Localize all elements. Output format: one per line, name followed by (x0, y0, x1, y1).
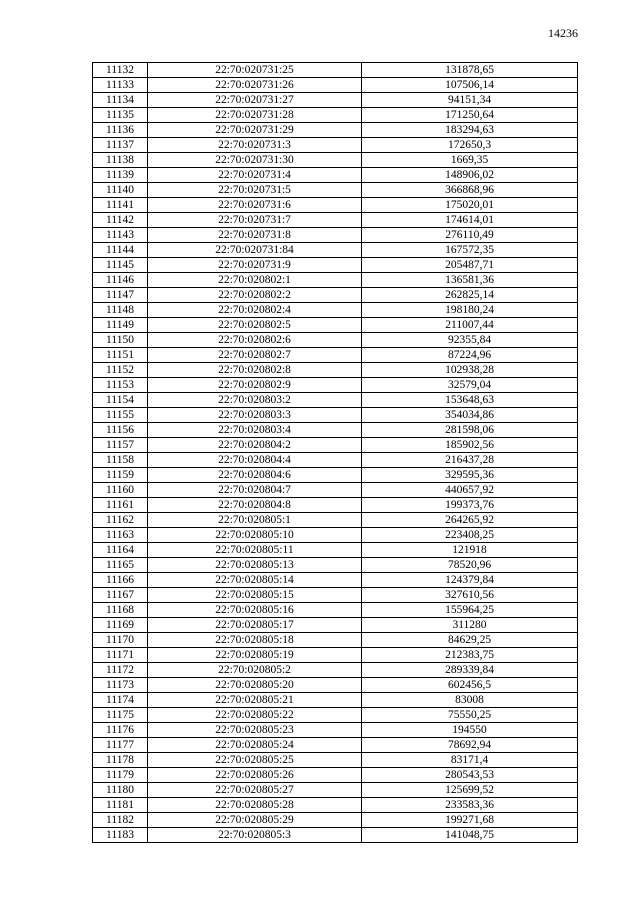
row-number-cell: 11159 (93, 468, 148, 483)
cadastral-number-cell: 22:70:020802:5 (148, 318, 362, 333)
value-cell: 216437,28 (362, 453, 578, 468)
table-row (93, 768, 578, 783)
row-number-cell: 11146 (93, 273, 148, 288)
cadastral-number-cell: 22:70:020805:20 (148, 678, 362, 693)
value-cell: 198180,24 (362, 303, 578, 318)
table-row (93, 813, 578, 828)
row-number-cell: 11177 (93, 738, 148, 753)
cadastral-number-cell: 22:70:020803:4 (148, 423, 362, 438)
row-number-cell: 11163 (93, 528, 148, 543)
cadastral-number-cell: 22:70:020731:26 (148, 78, 362, 93)
row-number-cell: 11171 (93, 648, 148, 663)
value-cell: 32579,04 (362, 378, 578, 393)
cadastral-number-cell: 22:70:020804:6 (148, 468, 362, 483)
value-cell: 174614,01 (362, 213, 578, 228)
cadastral-number-cell: 22:70:020731:29 (148, 123, 362, 138)
value-cell: 94151,34 (362, 93, 578, 108)
table-row (93, 573, 578, 588)
table-row (93, 588, 578, 603)
row-number-cell: 11136 (93, 123, 148, 138)
table-row (93, 798, 578, 813)
row-number-cell: 11157 (93, 438, 148, 453)
row-number-cell: 11143 (93, 228, 148, 243)
table-row (93, 198, 578, 213)
value-cell: 83171,4 (362, 753, 578, 768)
table-row (93, 378, 578, 393)
value-cell: 153648,63 (362, 393, 578, 408)
table-row (93, 738, 578, 753)
table-row (93, 168, 578, 183)
cadastral-number-cell: 22:70:020805:29 (148, 813, 362, 828)
cadastral-number-cell: 22:70:020805:13 (148, 558, 362, 573)
value-cell: 172650,3 (362, 138, 578, 153)
table-row (93, 693, 578, 708)
row-number-cell: 11150 (93, 333, 148, 348)
row-number-cell: 11149 (93, 318, 148, 333)
value-cell: 183294,63 (362, 123, 578, 138)
value-cell: 280543,53 (362, 768, 578, 783)
data-table (92, 62, 578, 843)
table-row (93, 528, 578, 543)
row-number-cell: 11178 (93, 753, 148, 768)
table-row (93, 123, 578, 138)
cadastral-number-cell: 22:70:020805:16 (148, 603, 362, 618)
value-cell: 87224,96 (362, 348, 578, 363)
value-cell: 75550,25 (362, 708, 578, 723)
table-row (93, 243, 578, 258)
value-cell: 311280 (362, 618, 578, 633)
row-number-cell: 11180 (93, 783, 148, 798)
row-number-cell: 11183 (93, 828, 148, 843)
value-cell: 148906,02 (362, 168, 578, 183)
value-cell: 84629,25 (362, 633, 578, 648)
cadastral-number-cell: 22:70:020802:4 (148, 303, 362, 318)
value-cell: 125699,52 (362, 783, 578, 798)
table-row (93, 363, 578, 378)
row-number-cell: 11164 (93, 543, 148, 558)
value-cell: 131878,65 (362, 63, 578, 78)
value-cell: 107506,14 (362, 78, 578, 93)
table-row (93, 498, 578, 513)
table-row (93, 78, 578, 93)
table-row (93, 408, 578, 423)
table-row (93, 663, 578, 678)
cadastral-number-cell: 22:70:020805:14 (148, 573, 362, 588)
table-row (93, 708, 578, 723)
cadastral-number-cell: 22:70:020805:27 (148, 783, 362, 798)
row-number-cell: 11167 (93, 588, 148, 603)
value-cell: 102938,28 (362, 363, 578, 378)
cadastral-number-cell: 22:70:020802:9 (148, 378, 362, 393)
row-number-cell: 11135 (93, 108, 148, 123)
row-number-cell: 11160 (93, 483, 148, 498)
value-cell: 366868,96 (362, 183, 578, 198)
table-row (93, 618, 578, 633)
page-number: 14236 (548, 26, 578, 40)
cadastral-number-cell: 22:70:020805:28 (148, 798, 362, 813)
table-row (93, 678, 578, 693)
table-row (93, 333, 578, 348)
row-number-cell: 11173 (93, 678, 148, 693)
table-row (93, 453, 578, 468)
cadastral-number-cell: 22:70:020805:25 (148, 753, 362, 768)
value-cell: 194550 (362, 723, 578, 738)
table-row (93, 558, 578, 573)
row-number-cell: 11147 (93, 288, 148, 303)
row-number-cell: 11158 (93, 453, 148, 468)
row-number-cell: 11170 (93, 633, 148, 648)
value-cell: 289339,84 (362, 663, 578, 678)
row-number-cell: 11133 (93, 78, 148, 93)
row-number-cell: 11151 (93, 348, 148, 363)
value-cell: 167572,35 (362, 243, 578, 258)
row-number-cell: 11161 (93, 498, 148, 513)
cadastral-number-cell: 22:70:020731:30 (148, 153, 362, 168)
cadastral-number-cell: 22:70:020731:84 (148, 243, 362, 258)
cadastral-number-cell: 22:70:020805:21 (148, 693, 362, 708)
value-cell: 136581,36 (362, 273, 578, 288)
value-cell: 92355,84 (362, 333, 578, 348)
row-number-cell: 11179 (93, 768, 148, 783)
cadastral-number-cell: 22:70:020731:7 (148, 213, 362, 228)
table-row (93, 213, 578, 228)
cadastral-number-cell: 22:70:020802:7 (148, 348, 362, 363)
value-cell: 602456,5 (362, 678, 578, 693)
row-number-cell: 11138 (93, 153, 148, 168)
row-number-cell: 11139 (93, 168, 148, 183)
row-number-cell: 11169 (93, 618, 148, 633)
cadastral-number-cell: 22:70:020731:4 (148, 168, 362, 183)
row-number-cell: 11154 (93, 393, 148, 408)
value-cell: 327610,56 (362, 588, 578, 603)
value-cell: 78692,94 (362, 738, 578, 753)
row-number-cell: 11155 (93, 408, 148, 423)
cadastral-number-cell: 22:70:020803:2 (148, 393, 362, 408)
value-cell: 78520,96 (362, 558, 578, 573)
value-cell: 199373,76 (362, 498, 578, 513)
value-cell: 211007,44 (362, 318, 578, 333)
table-row (93, 138, 578, 153)
value-cell: 223408,25 (362, 528, 578, 543)
table-row (93, 783, 578, 798)
value-cell: 264265,92 (362, 513, 578, 528)
value-cell: 185902,56 (362, 438, 578, 453)
cadastral-number-cell: 22:70:020731:5 (148, 183, 362, 198)
table-row (93, 273, 578, 288)
row-number-cell: 11137 (93, 138, 148, 153)
row-number-cell: 11156 (93, 423, 148, 438)
table-row (93, 483, 578, 498)
value-cell: 276110,49 (362, 228, 578, 243)
row-number-cell: 11172 (93, 663, 148, 678)
row-number-cell: 11182 (93, 813, 148, 828)
row-number-cell: 11175 (93, 708, 148, 723)
row-number-cell: 11174 (93, 693, 148, 708)
table-row (93, 513, 578, 528)
cadastral-number-cell: 22:70:020805:3 (148, 828, 362, 843)
cadastral-number-cell: 22:70:020805:17 (148, 618, 362, 633)
cadastral-number-cell: 22:70:020731:9 (148, 258, 362, 273)
table-row (93, 438, 578, 453)
table-row (93, 633, 578, 648)
row-number-cell: 11152 (93, 363, 148, 378)
value-cell: 121918 (362, 543, 578, 558)
table-body (93, 63, 578, 843)
row-number-cell: 11132 (93, 63, 148, 78)
cadastral-number-cell: 22:70:020802:6 (148, 333, 362, 348)
cadastral-number-cell: 22:70:020804:7 (148, 483, 362, 498)
cadastral-number-cell: 22:70:020805:24 (148, 738, 362, 753)
cadastral-number-cell: 22:70:020805:18 (148, 633, 362, 648)
value-cell: 329595,36 (362, 468, 578, 483)
row-number-cell: 11142 (93, 213, 148, 228)
table-row (93, 63, 578, 78)
row-number-cell: 11166 (93, 573, 148, 588)
table-row (93, 228, 578, 243)
value-cell: 83008 (362, 693, 578, 708)
table-row (93, 348, 578, 363)
cadastral-number-cell: 22:70:020803:3 (148, 408, 362, 423)
table-row (93, 108, 578, 123)
table-row (93, 468, 578, 483)
value-cell: 440657,92 (362, 483, 578, 498)
table-row (93, 153, 578, 168)
value-cell: 233583,36 (362, 798, 578, 813)
row-number-cell: 11140 (93, 183, 148, 198)
value-cell: 212383,75 (362, 648, 578, 663)
row-number-cell: 11153 (93, 378, 148, 393)
row-number-cell: 11176 (93, 723, 148, 738)
table-row (93, 648, 578, 663)
table-row (93, 753, 578, 768)
table-row (93, 258, 578, 273)
cadastral-number-cell: 22:70:020805:2 (148, 663, 362, 678)
value-cell: 1669,35 (362, 153, 578, 168)
table-row (93, 828, 578, 843)
value-cell: 354034,86 (362, 408, 578, 423)
cadastral-number-cell: 22:70:020802:2 (148, 288, 362, 303)
row-number-cell: 11181 (93, 798, 148, 813)
table-row (93, 318, 578, 333)
cadastral-number-cell: 22:70:020805:19 (148, 648, 362, 663)
cadastral-number-cell: 22:70:020731:6 (148, 198, 362, 213)
table-row (93, 603, 578, 618)
row-number-cell: 11141 (93, 198, 148, 213)
cadastral-number-cell: 22:70:020731:25 (148, 63, 362, 78)
cadastral-number-cell: 22:70:020805:22 (148, 708, 362, 723)
cadastral-number-cell: 22:70:020805:11 (148, 543, 362, 558)
row-number-cell: 11148 (93, 303, 148, 318)
cadastral-number-cell: 22:70:020802:8 (148, 363, 362, 378)
cadastral-number-cell: 22:70:020731:8 (148, 228, 362, 243)
table-row (93, 303, 578, 318)
row-number-cell: 11145 (93, 258, 148, 273)
cadastral-number-cell: 22:70:020804:4 (148, 453, 362, 468)
cadastral-number-cell: 22:70:020802:1 (148, 273, 362, 288)
table-row (93, 93, 578, 108)
row-number-cell: 11168 (93, 603, 148, 618)
table-row (93, 723, 578, 738)
value-cell: 175020,01 (362, 198, 578, 213)
value-cell: 155964,25 (362, 603, 578, 618)
row-number-cell: 11134 (93, 93, 148, 108)
cadastral-number-cell: 22:70:020805:15 (148, 588, 362, 603)
cadastral-number-cell: 22:70:020731:3 (148, 138, 362, 153)
row-number-cell: 11144 (93, 243, 148, 258)
cadastral-number-cell: 22:70:020804:2 (148, 438, 362, 453)
value-cell: 171250,64 (362, 108, 578, 123)
value-cell: 281598,06 (362, 423, 578, 438)
cadastral-number-cell: 22:70:020805:23 (148, 723, 362, 738)
value-cell: 124379,84 (362, 573, 578, 588)
table-row (93, 183, 578, 198)
table-row (93, 288, 578, 303)
cadastral-number-cell: 22:70:020805:26 (148, 768, 362, 783)
value-cell: 199271,68 (362, 813, 578, 828)
row-number-cell: 11162 (93, 513, 148, 528)
cadastral-number-cell: 22:70:020731:28 (148, 108, 362, 123)
cadastral-number-cell: 22:70:020805:1 (148, 513, 362, 528)
value-cell: 205487,71 (362, 258, 578, 273)
table-row (93, 393, 578, 408)
table-row (93, 543, 578, 558)
cadastral-number-cell: 22:70:020805:10 (148, 528, 362, 543)
table-row (93, 423, 578, 438)
cadastral-number-cell: 22:70:020804:8 (148, 498, 362, 513)
value-cell: 141048,75 (362, 828, 578, 843)
value-cell: 262825,14 (362, 288, 578, 303)
cadastral-number-cell: 22:70:020731:27 (148, 93, 362, 108)
row-number-cell: 11165 (93, 558, 148, 573)
